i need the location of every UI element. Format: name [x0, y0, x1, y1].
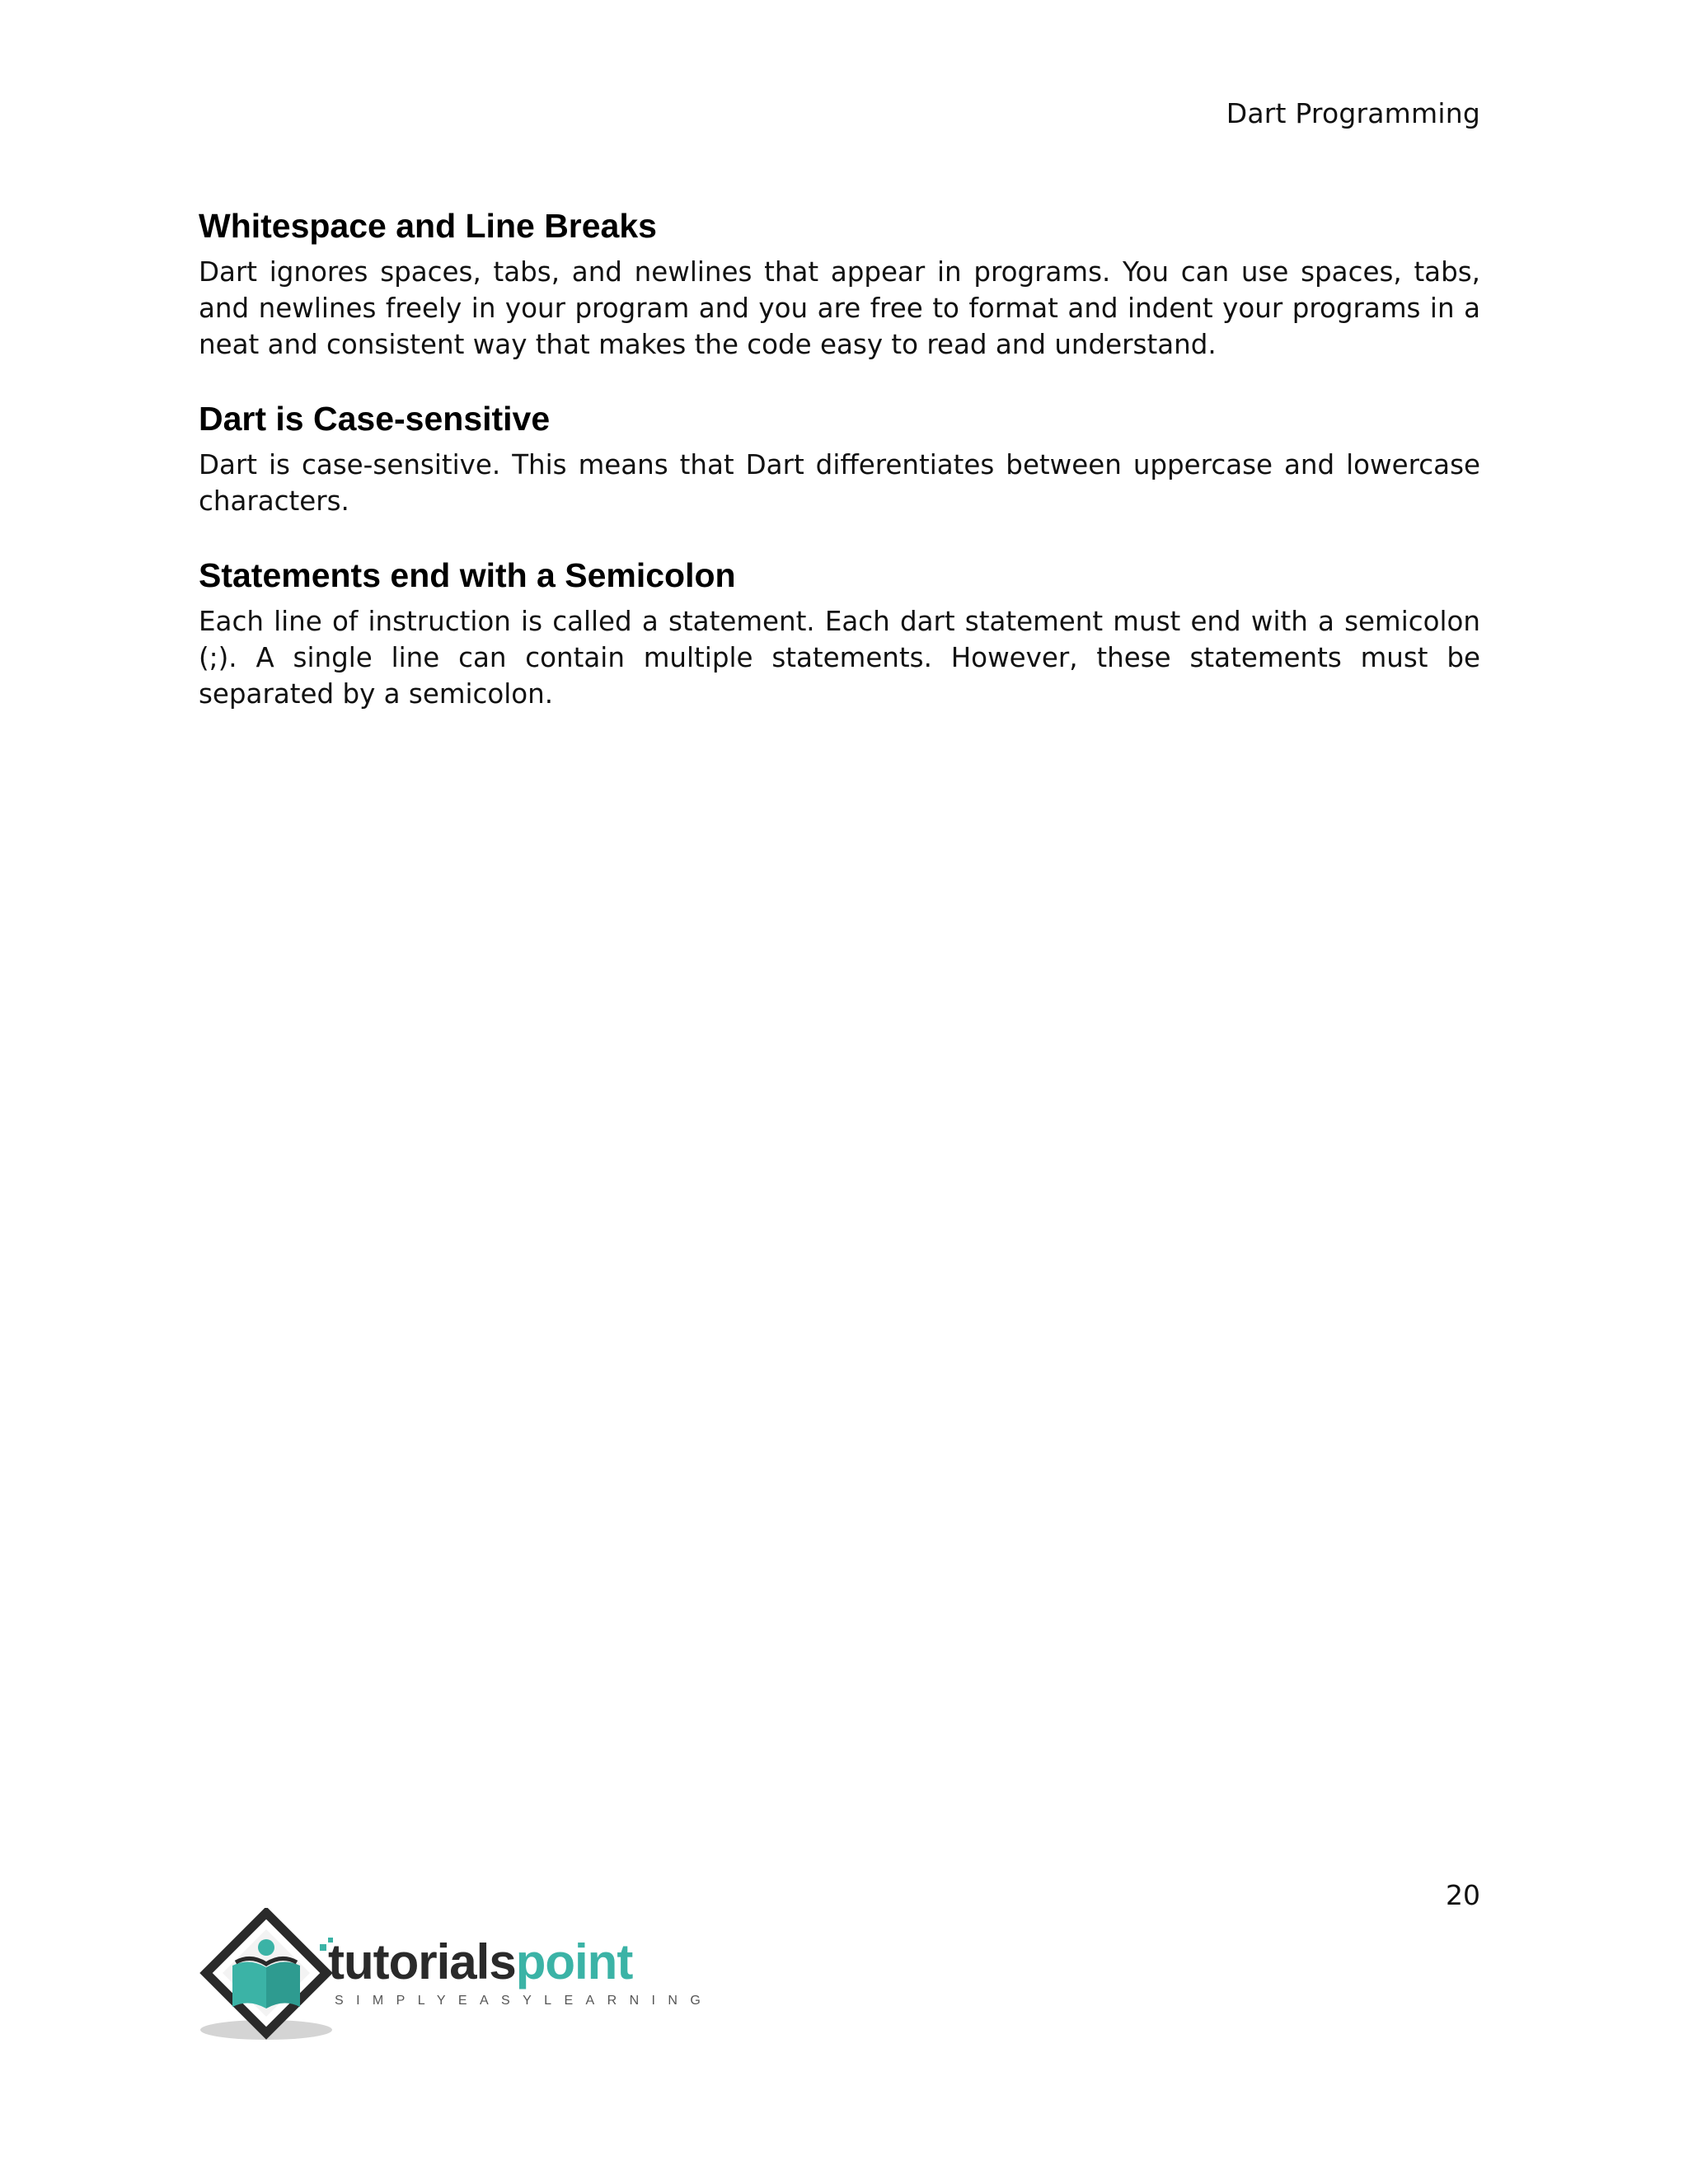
section-whitespace [199, 203, 1480, 363]
section-heading: Statements end with a Semicolon [199, 556, 736, 594]
section-paragraph: Each line of instruction is called a statement. Each dart statement must end with a semicolon (;). A single line can contain multiple statements. However, these statements must be separated by a semicolon. [199, 606, 1480, 710]
page-number: 20 [1446, 1879, 1480, 1911]
logo-tagline: SIMPLYEASYLEARNING [335, 1994, 714, 2008]
section-semicolon [199, 552, 1480, 712]
section-heading: Whitespace and Line Breaks [199, 207, 657, 245]
tutorialspoint-book-diamond-logo-icon [196, 1908, 336, 2048]
section-paragraph: Dart ignores spaces, tabs, and newlines that appear in programs. You can use spaces, tabs, and newlines freely in your program and you are free to format and indent your programs in a neat and consistent way that makes the code easy to read and understand. [199, 256, 1480, 360]
section-paragraph: Dart is case-sensitive. This means that Dart differentiates between uppercase and lowercase characters. [199, 449, 1480, 517]
page-content [199, 203, 1480, 712]
logo-word-point: point [515, 1934, 633, 1990]
logo-word-tutorials: tutorials [328, 1934, 516, 1990]
section-heading: Dart is Case-sensitive [199, 400, 551, 438]
section-case-sensitive [199, 396, 1480, 519]
tutorialspoint-logo [196, 1908, 714, 2048]
logo-wordmark [328, 1936, 632, 1989]
running-header: Dart Programming [1226, 97, 1480, 129]
